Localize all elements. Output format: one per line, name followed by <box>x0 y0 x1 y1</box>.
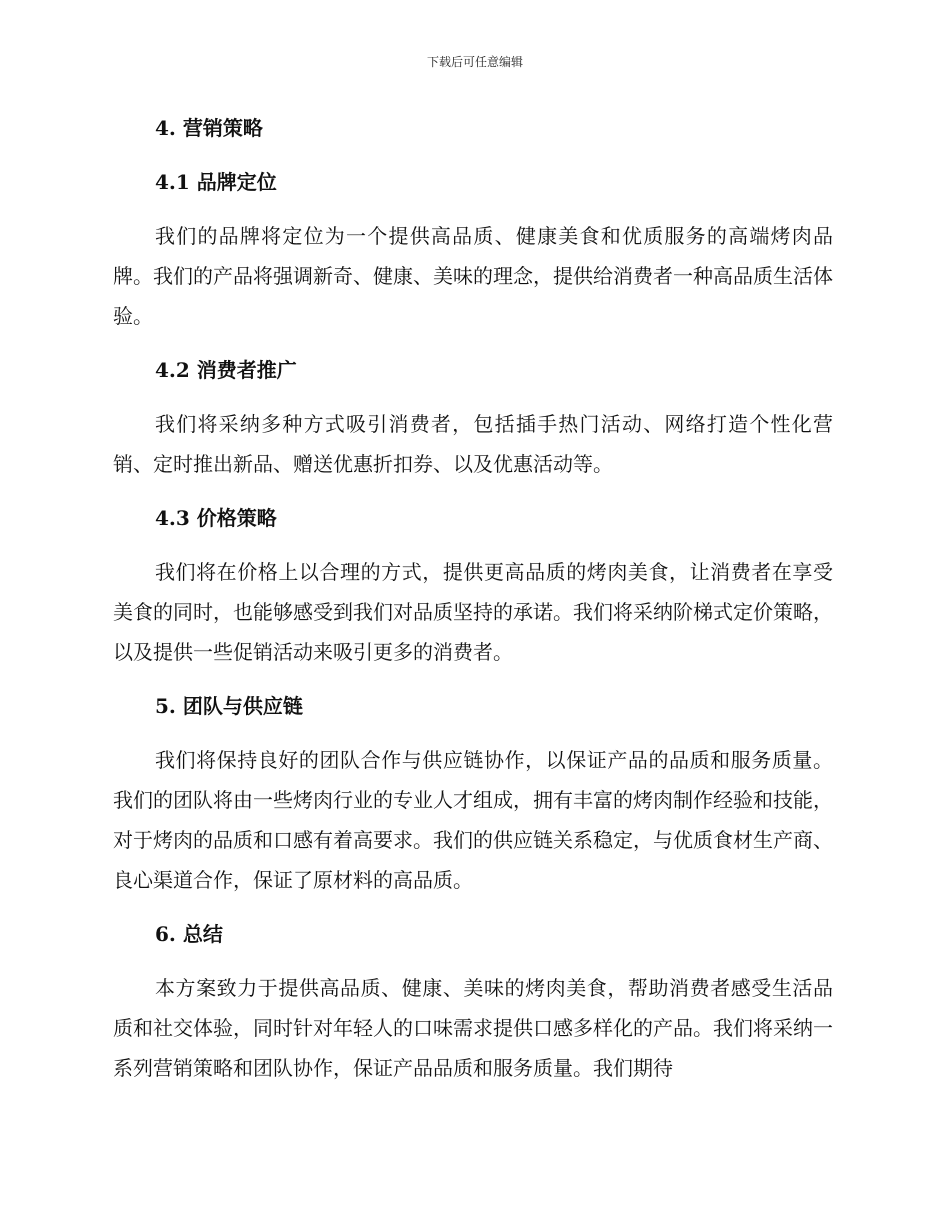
section-4-1-heading: 4.1 品牌定位 <box>155 170 277 194</box>
section-5-heading: 5. 团队与供应链 <box>155 694 303 718</box>
page-header-note: 下载后可任意编辑 <box>426 55 523 69</box>
section-4-3-heading: 4.3 价格策略 <box>155 506 277 530</box>
section-4-2-paragraph: 我们将采纳多种方式吸引消费者，包括插手热门活动、网络打造个性化营销、定时推出新品、赠送优惠折扣券、以及优惠活动等。 <box>113 412 833 476</box>
section-4-1-paragraph: 我们的品牌将定位为一个提供高品质、健康美食和优质服务的高端烤肉品牌。我们的产品将强调新奇、健康、美味的理念，提供给消费者一种高品质生活体验。 <box>113 224 833 328</box>
section-6-paragraph: 本方案致力于提供高品质、健康、美味的烤肉美食，帮助消费者感受生活品质和社交体验，同时针对年轻人的口味需求提供口感多样化的产品。我们将采纳一系列营销策略和团队协作，保证产品品质和服务质量。我们期待 <box>113 976 833 1080</box>
section-6-heading: 6. 总结 <box>155 922 223 946</box>
section-4-2-heading: 4.2 消费者推广 <box>155 358 297 382</box>
document-content <box>113 108 833 1088</box>
section-5-paragraph: 我们将保持良好的团队合作与供应链协作，以保证产品的品质和服务质量。我们的团队将由一些烤肉行业的专业人才组成，拥有丰富的烤肉制作经验和技能，对于烤肉的品质和口感有着高要求。我们的供应链关系稳定，与优质食材生产商、良心渠道合作，保证了原材料的高品质。 <box>113 748 833 892</box>
section-4-3-paragraph: 我们将在价格上以合理的方式，提供更高品质的烤肉美食，让消费者在享受美食的同时，也能够感受到我们对品质坚持的承诺。我们将采纳阶梯式定价策略，以及提供一些促销活动来吸引更多的消费者。 <box>113 560 833 664</box>
section-4-heading: 4. 营销策略 <box>155 116 263 140</box>
